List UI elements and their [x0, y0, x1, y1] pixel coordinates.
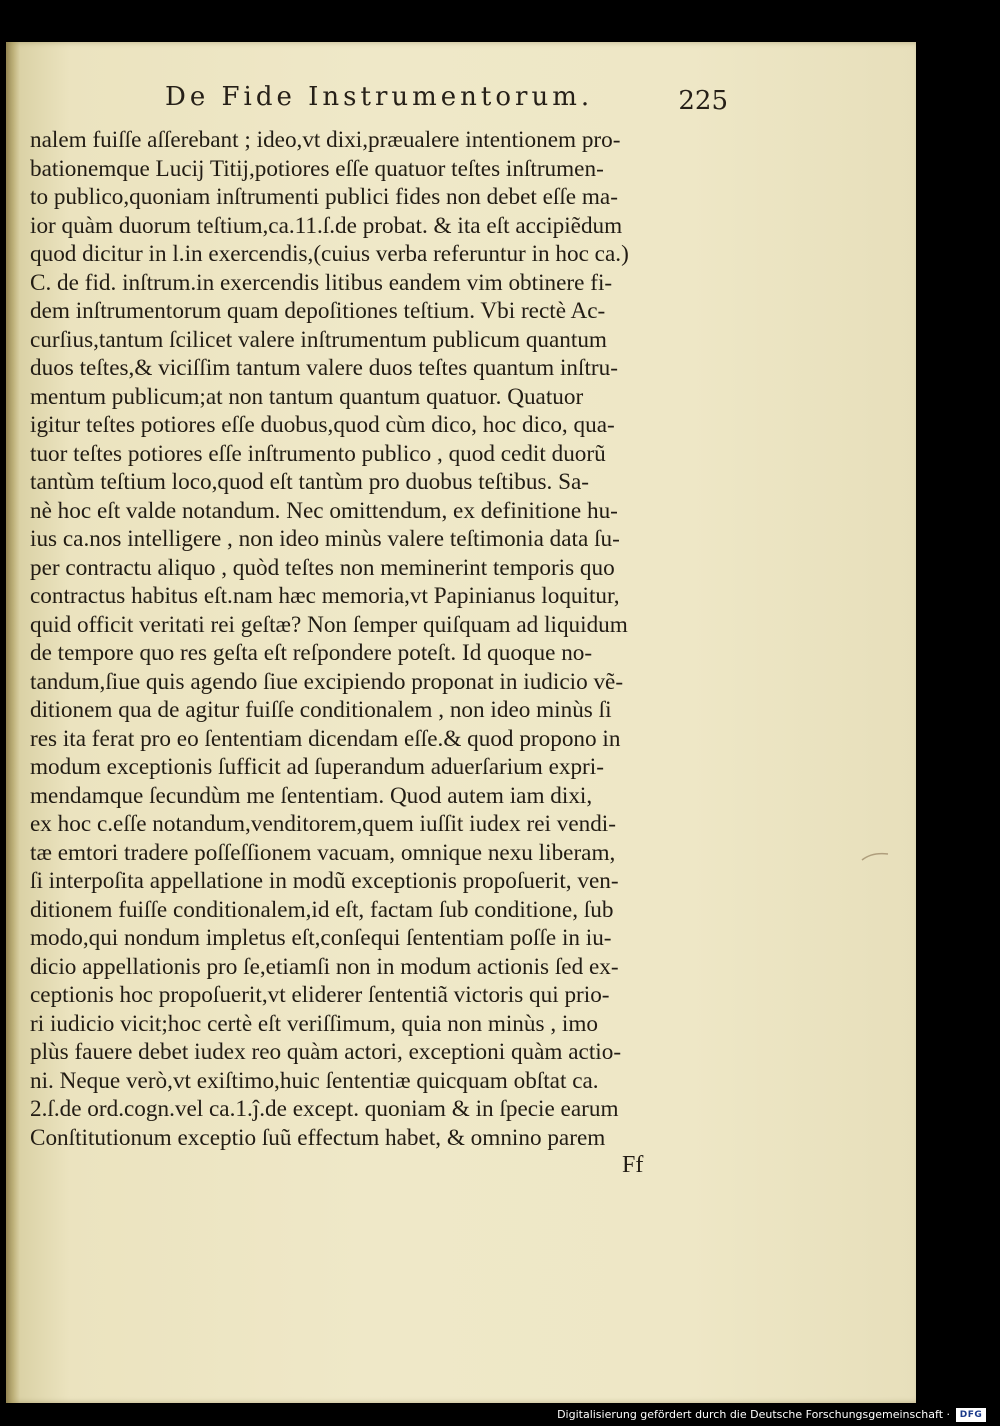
running-head: De Fide Instrumentorum. [165, 82, 594, 112]
text-line: quid officit veritati rei geſtæ? Non ſemper quiſquam ad liquidum [30, 611, 628, 638]
text-line: modum exceptionis ſufficit ad ſuperandum aduerſarium expri- [30, 754, 604, 780]
text-line: res ita ferat pro eo ſententiam dicendam eſſe.& quod propono in [30, 725, 621, 752]
text-line: curſius,tantum ſcilicet valere inſtrumentum publicum quantum [30, 326, 607, 353]
text-line: ius ca.nos intelligere , non ideo minùs valere teſtimonia data ſu- [30, 526, 620, 552]
text-line: mendamque ſecundùm me ſententiam. Quod autem iam dixi, [30, 782, 593, 809]
text-line: ior quàm duorum teſtium,ca.11.ſ.de probat. & ita eſt accipiẽdum [30, 212, 623, 239]
dfg-logo-icon: DFG [956, 1408, 986, 1422]
text-line: Conſtitutionum exceptio ſuũ effectum habet, & omnino parem [30, 1124, 606, 1151]
text-line: nalem fuiſſe aſſerebant ; ideo,vt dixi,præualere intentionem pro- [30, 127, 621, 153]
text-line: plùs fauere debet iudex reo quàm actori, exceptioni quàm actio- [30, 1039, 622, 1065]
text-line: igitur teſtes potiores eſſe duobus,quod cùm dico, hoc dico, qua- [30, 412, 615, 438]
text-line: ri iudicio vicit;hoc certè eſt veriſſimum, quia non minùs , imo [30, 1010, 598, 1037]
text-line: tæ emtori tradere poſſeſſionem vacuam, omnique nexu liberam, [30, 839, 616, 866]
text-line: tantùm teſtium loco,quod eſt tantùm pro duobus teſtibus. Sa- [30, 469, 590, 495]
text-line: C. de fid. inſtrum.in exercendis litibus eandem vim obtinere fi- [30, 269, 613, 296]
text-line: mentum publicum;at non tantum quantum quatuor. Quatuor [30, 383, 584, 410]
text-line: tandum,ſiue quis agendo ſiue excipiendo proponat in iudicio vẽ- [30, 668, 624, 695]
body-text [30, 126, 730, 1152]
funding-note: Digitalisierung gefördert durch die Deutsche Forschungsgemeinschaft · [557, 1408, 950, 1421]
text-line: ſi interpoſita appellatione in modũ exceptionis propoſuerit, ven- [30, 868, 619, 894]
text-line: tuor teſtes potiores eſſe inſtrumento publico , quod cedit duorũ [30, 440, 606, 467]
text-line: modo,qui nondum impletus eſt,conſequi ſententiam poſſe in iu- [30, 925, 612, 951]
text-line: to publico,quoniam inſtrumenti publici fides non debet eſſe ma- [30, 184, 618, 210]
text-line: quod dicitur in l.in exercendis,(cuius verba referuntur in hoc ca.) [30, 241, 629, 267]
text-line: duos teſtes,& viciſſim tantum valere duos teſtes quantum inſtru- [30, 355, 618, 381]
text-line: nè hoc eſt valde notandum. Nec omittendum, ex definitione hu- [30, 497, 618, 524]
text-line: de tempore quo res geſta eſt reſpondere poteſt. Id quoque no- [30, 640, 593, 666]
text-line: dicio appellationis pro ſe,etiamſi non in modum actionis ſed ex- [30, 953, 619, 980]
text-line: bationemque Lucij Titij,potiores eſſe quatuor teſtes inſtrumen- [30, 155, 604, 182]
text-line: ex hoc c.eſſe notandum,venditorem,quem iuſſit iudex rei vendi- [30, 811, 616, 837]
text-line: ceptionis hoc propoſuerit,vt eliderer ſententiã victoris qui prio- [30, 982, 610, 1008]
footer-bar [0, 1403, 1000, 1426]
page-number: 225 [678, 86, 728, 116]
text-line: ni. Neque verò,vt exiſtimo,huic ſententiæ quicquam obſtat ca. [30, 1067, 599, 1094]
catchword: Ff [622, 1152, 644, 1178]
text-line: 2.ſ.de ord.cogn.vel ca.1.ĵ.de except. quoniam & in ſpecie earum [30, 1096, 619, 1122]
ink-mark-icon [860, 850, 890, 864]
text-line: ditionem qua de agitur fuiſſe conditionalem , non ideo minùs ſi [30, 697, 612, 723]
text-line: per contractu aliquo , quòd teſtes non meminerint temporis quo [30, 554, 615, 581]
text-line: contractus habitus eſt.nam hæc memoria,vt Papinianus loquitur, [30, 583, 620, 609]
text-line: dem inſtrumentorum quam depoſitiones teſtium. Vbi rectè Ac- [30, 298, 606, 324]
text-line: ditionem fuiſſe conditionalem,id eſt, factam ſub conditione, ſub [30, 896, 614, 923]
